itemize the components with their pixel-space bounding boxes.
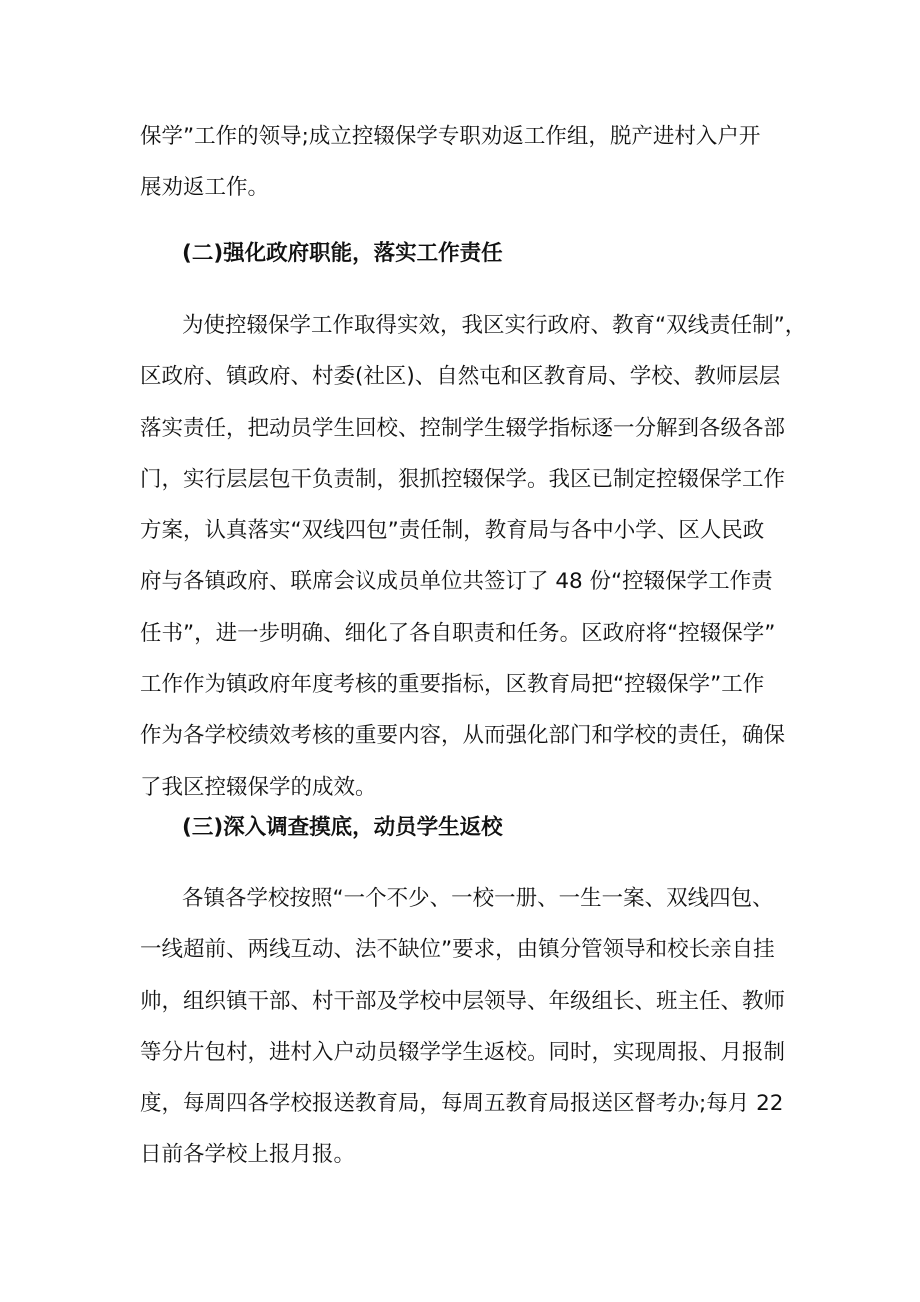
heading-text: (三)深入调查摸底，动员学生返校 xyxy=(182,815,503,840)
text-line: 度，每周四各学校报送教育局，每周五教育局报送区督考办;每月 22 xyxy=(140,1091,784,1117)
text-line: 日前各学校上报月报。 xyxy=(140,1142,356,1168)
paragraph-leadership-continuation xyxy=(140,111,780,214)
text-line: 为使控辍保学工作取得实效，我区实行政府、教育“双线责任制”， xyxy=(182,313,807,338)
paragraph-survey-return xyxy=(140,873,786,1181)
text-line: 工作作为镇政府年度考核的重要指标，区教育局把“控辍保学”工作 xyxy=(140,672,765,698)
paragraph-government-responsibility xyxy=(140,300,807,813)
text-line: 门，实行层层包干负责制，狠抓控辍保学。我区已制定控辍保学工作 xyxy=(140,466,786,492)
text-line: 帅，组织镇干部、村干部及学校中层领导、年级组长、班主任、教师 xyxy=(140,988,786,1014)
text-line: 方案，认真落实“双线四包”责任制，教育局与各中小学、区人民政 xyxy=(140,518,765,544)
text-line: 等分片包村，进村入户动员辍学学生返校。同时，实现周报、月报制 xyxy=(140,1039,786,1065)
text-line: 府与各镇政府、联席会议成员单位共签订了 48 份“控辍保学工作责 xyxy=(140,569,773,595)
text-line: 各镇各学校按照“一个不少、一校一册、一生一案、双线四包、 xyxy=(182,886,774,911)
text-line: 保学”工作的领导;成立控辍保学专职劝返工作组，脱产进村入户开 xyxy=(140,124,761,149)
section-heading-3 xyxy=(140,802,780,853)
text-line: 一线超前、两线互动、法不缺位”要求，由镇分管领导和校长亲自挂 xyxy=(140,937,775,963)
text-line: 了我区控辍保学的成效。 xyxy=(140,774,377,800)
section-heading-2 xyxy=(140,228,780,279)
heading-text: (二)强化政府职能，落实工作责任 xyxy=(182,241,503,266)
text-line: 区政府、镇政府、村委(社区)、自然屯和区教育局、学校、教师层层 xyxy=(140,364,781,390)
text-line: 作为各学校绩效考核的重要内容，从而强化部门和学校的责任，确保 xyxy=(140,723,786,749)
text-line: 展劝返工作。 xyxy=(140,175,270,201)
text-line: 任书”，进一步明确、细化了各自职责和任务。区政府将“控辍保学” xyxy=(140,620,776,646)
text-line: 落实责任，把动员学生回校、控制学生辍学指标逐一分解到各级各部 xyxy=(140,415,786,441)
